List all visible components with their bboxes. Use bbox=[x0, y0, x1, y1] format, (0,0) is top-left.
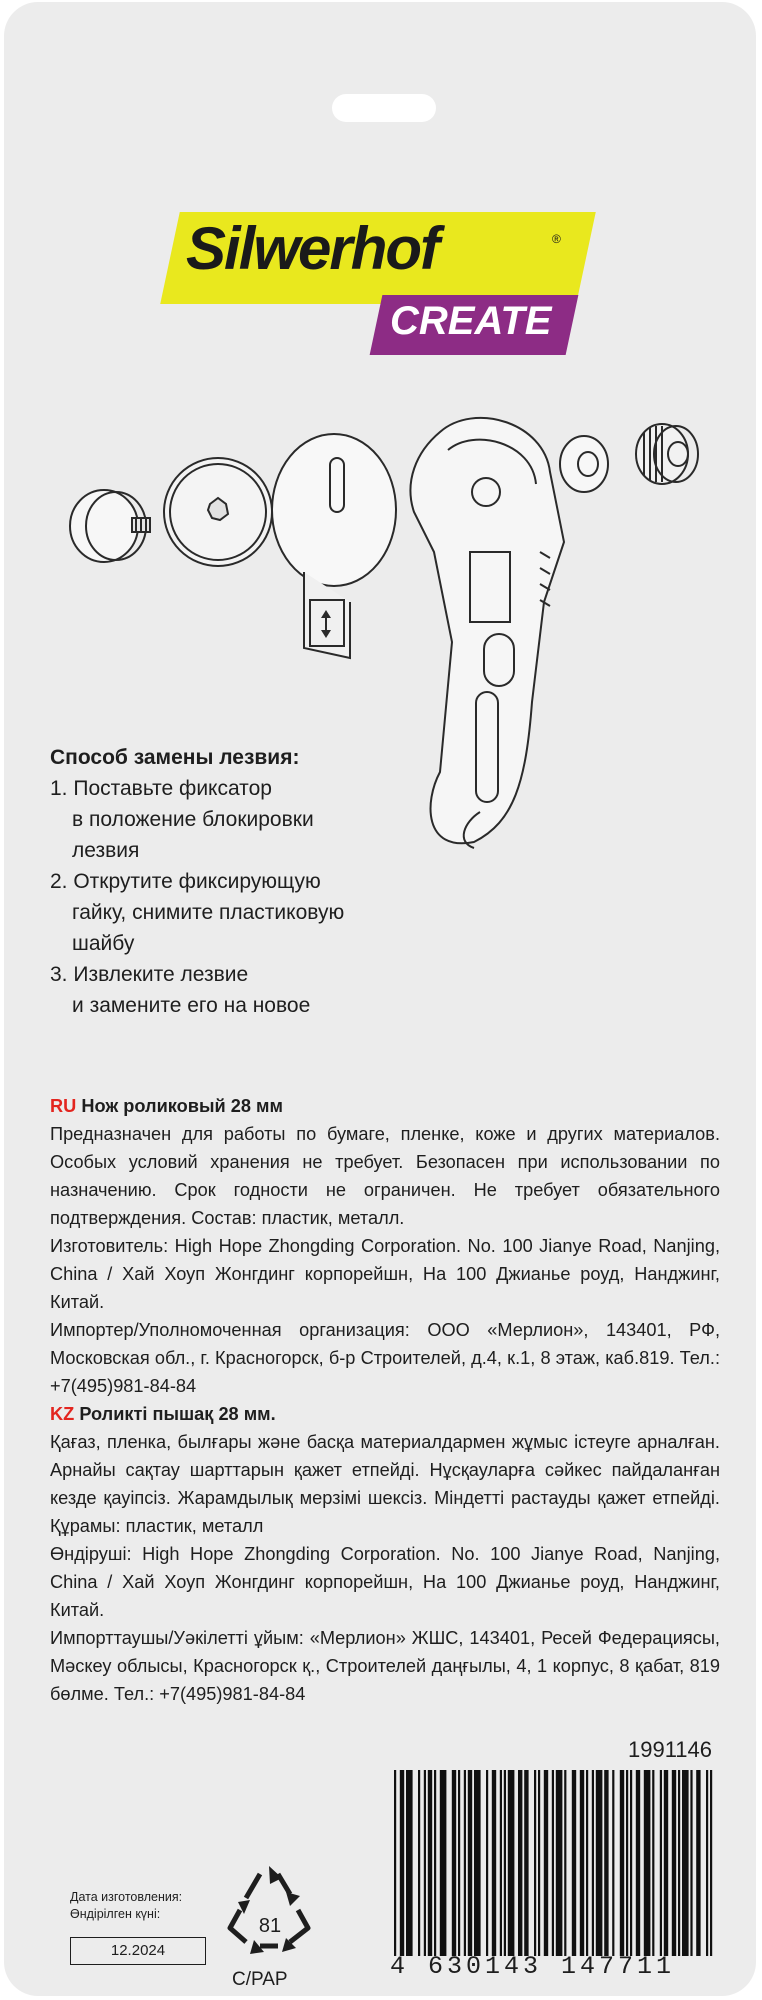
ru-description: Предназначен для работы по бумаге, пленке, коже и других материалов. Особых условий хранения не требует. Безопасен при использовании по назначению. Срок годности не ограничен. Не требует обязательного подтверждения. Состав: пластик, металл. bbox=[50, 1124, 720, 1228]
barcode-bar bbox=[518, 1770, 522, 1956]
product-code: 1991146 bbox=[627, 1737, 712, 1762]
barcode-bar bbox=[696, 1770, 700, 1956]
barcode-bar bbox=[474, 1770, 481, 1956]
barcode-bar bbox=[630, 1770, 632, 1956]
product-info bbox=[50, 1092, 720, 1708]
barcode-bar bbox=[580, 1770, 584, 1956]
instructions-title: Способ замены лезвия: bbox=[50, 746, 300, 769]
barcode-bar bbox=[592, 1770, 594, 1956]
barcode-bar bbox=[564, 1770, 566, 1956]
manufacture-date: 12.2024 bbox=[70, 1937, 206, 1965]
barcode-bar bbox=[672, 1770, 676, 1956]
barcode-bar bbox=[394, 1770, 396, 1956]
barcode-bar bbox=[652, 1770, 654, 1956]
hang-hole bbox=[332, 94, 436, 122]
barcode-bar bbox=[604, 1770, 608, 1956]
plastic-washer-icon bbox=[272, 434, 396, 658]
barcode-bar bbox=[690, 1770, 692, 1956]
barcode-bar bbox=[644, 1770, 651, 1956]
barcode-bar bbox=[538, 1770, 540, 1956]
barcode-bar bbox=[596, 1770, 603, 1956]
brand-logo: Silwerhof bbox=[186, 215, 439, 282]
barcode bbox=[392, 1770, 718, 1956]
barcode-bar bbox=[468, 1770, 472, 1956]
barcode-bar bbox=[552, 1770, 554, 1956]
barcode-bar bbox=[682, 1770, 689, 1956]
metal-washer-icon bbox=[560, 436, 608, 492]
barcode-bar bbox=[660, 1770, 662, 1956]
ru-importer: Импортер/Уполномоченная организация: ООО «Мерлион», 143401, РФ, Московская обл., г. Красногорск, б-р Строителей, д.4, к.1, 8 этаж, каб.819. Тел.: +7(495)981-84-84 bbox=[50, 1320, 720, 1396]
barcode-bar bbox=[572, 1770, 576, 1956]
barcode-bar bbox=[452, 1770, 456, 1956]
nut-icon bbox=[636, 424, 698, 484]
barcode-bar bbox=[400, 1770, 404, 1956]
screw-icon bbox=[70, 490, 150, 562]
barcode-bar bbox=[524, 1770, 528, 1956]
barcode-bar bbox=[664, 1770, 668, 1956]
ru-heading: RU Нож роликовый 28 мм bbox=[50, 1096, 283, 1116]
cutter-handle-icon bbox=[410, 418, 564, 848]
barcode-bar bbox=[458, 1770, 460, 1956]
instruction-step: 3. Извлеките лезвие и замените его на новое bbox=[50, 963, 311, 1017]
recycle-number: 81 bbox=[258, 1915, 282, 1937]
instruction-step: 2. Открутите фиксирующую гайку, снимите пластиковую шайбу bbox=[50, 870, 345, 955]
replacement-instructions bbox=[50, 742, 344, 1021]
barcode-bar bbox=[492, 1770, 496, 1956]
barcode-bar bbox=[626, 1770, 628, 1956]
barcode-digits: 4 630143 147711 bbox=[390, 1952, 676, 1981]
barcode-bar bbox=[500, 1770, 502, 1956]
kz-importer: Импорттаушы/Уәкілетті ұйым: «Мерлион» ЖШС, 143401, Ресей Федерациясы, Мәскеу облысы, Красногорск қ., Строителей даңғылы, 4, 1 корпус, 8 қабат, 819 бөлме. Тел.: +7(495)981-84-84 bbox=[50, 1628, 720, 1704]
blister-card bbox=[4, 2, 756, 1996]
barcode-bar bbox=[544, 1770, 548, 1956]
barcode-bar bbox=[710, 1770, 712, 1956]
barcode-bar bbox=[678, 1770, 680, 1956]
barcode-bar bbox=[556, 1770, 563, 1956]
barcode-bar bbox=[486, 1770, 488, 1956]
barcode-bar bbox=[706, 1770, 708, 1956]
kz-manufacturer: Өндіруші: High Hope Zhongding Corporation. No. 100 Jianye Road, Nanjing, China / Хай Хоуп Жонгдинг корпорейшн, На 100 Джианье роуд, Нанджинг, Китай. bbox=[50, 1544, 720, 1620]
barcode-bar bbox=[428, 1770, 432, 1956]
barcode-bar bbox=[508, 1770, 515, 1956]
recycle-code: C/PAP bbox=[232, 1969, 288, 1990]
ru-manufacturer: Изготовитель: High Hope Zhongding Corporation. No. 100 Jianye Road, Nanjing, China / Хай Хоуп Жонгдинг корпорейшн, На 100 Джианье роуд, Нанджинг, Китай. bbox=[50, 1236, 720, 1312]
barcode-bar bbox=[636, 1770, 640, 1956]
barcode-bar bbox=[586, 1770, 588, 1956]
barcode-bar bbox=[440, 1770, 447, 1956]
instruction-step: 1. Поставьте фиксатор в положение блокировки лезвия bbox=[50, 777, 314, 862]
registered-mark: ® bbox=[552, 232, 561, 246]
recycling-icon bbox=[224, 1862, 314, 1966]
barcode-bar bbox=[464, 1770, 466, 1956]
barcode-bar bbox=[504, 1770, 506, 1956]
barcode-bar bbox=[418, 1770, 420, 1956]
blade-icon bbox=[164, 458, 272, 566]
barcode-bar bbox=[434, 1770, 436, 1956]
date-label: Дата изготовления: Өндірілген күні: bbox=[70, 1890, 183, 1921]
sub-brand-logo: CREATE bbox=[390, 299, 552, 343]
kz-description: Қағаз, пленка, былғары және басқа материалдармен жұмыс істеуге арналған. Арнайы сақтау шарттарын қажет етпейді. Нұсқауларға сәйкес пайдаланған кезде қауіпсіз. Жарамдылық мерзімі шексіз. Міндетті растауды қажет етпейді. Құрамы: пластик, металл bbox=[50, 1432, 720, 1536]
barcode-bar bbox=[612, 1770, 614, 1956]
barcode-bar bbox=[406, 1770, 413, 1956]
barcode-bar bbox=[534, 1770, 536, 1956]
barcode-bar bbox=[424, 1770, 426, 1956]
kz-heading: KZ Роликті пышақ 28 мм. bbox=[50, 1404, 276, 1424]
barcode-bar bbox=[620, 1770, 624, 1956]
